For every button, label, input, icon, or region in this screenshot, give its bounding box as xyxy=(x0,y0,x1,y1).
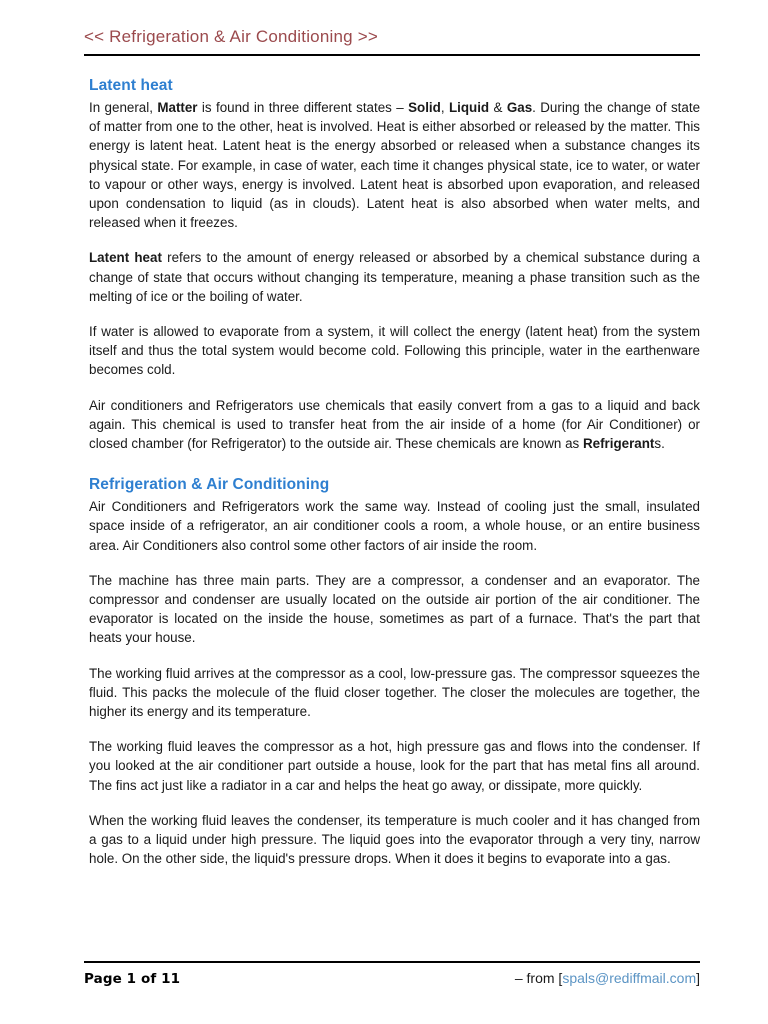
text-run: In general, xyxy=(89,100,158,115)
body-paragraph xyxy=(89,98,700,232)
sections-container xyxy=(89,76,700,869)
header-divider xyxy=(84,54,700,56)
emphasis-text: Liquid xyxy=(448,100,490,115)
body-paragraph xyxy=(89,248,700,306)
text-run: & xyxy=(489,100,507,115)
document-header-title: << Refrigeration & Air Conditioning >> xyxy=(84,27,378,46)
document-body xyxy=(89,76,700,869)
body-paragraph xyxy=(89,664,700,722)
emphasis-text: Refrigerant xyxy=(582,436,655,452)
section-heading: Latent heat xyxy=(89,77,173,94)
emphasis-text: Matter xyxy=(157,100,198,115)
text-run: s. xyxy=(654,436,665,452)
emphasis-text: Gas xyxy=(506,100,533,115)
footer-divider xyxy=(84,961,700,963)
text-run: The working fluid leaves the compressor as a hot, high pressure gas and flows into the condenser. If you looked at the air conditioner part outside a house, look for the part that has metal fins all around. The fins act just like a radiator in a car and helps the heat go away, or dissipate, more quickly. xyxy=(89,739,700,793)
text-run: is found in three different states – xyxy=(197,100,409,115)
page-number: Page 1 of 11 xyxy=(84,971,181,987)
body-paragraph xyxy=(89,811,700,869)
text-run: , xyxy=(440,100,449,115)
text-run: When the working fluid leaves the condenser, its temperature is much cooler and it has changed from a gas to a liquid under high pressure. The liquid goes into the evaporator through a very tiny, narrow hole. On the other side, the liquid's pressure drops. When it does it begins to evaporate into a gas. xyxy=(89,812,700,867)
section-heading: Refrigeration & Air Conditioning xyxy=(89,476,330,494)
body-paragraph xyxy=(89,322,700,380)
text-run: Air conditioners and Refrigerators use chemicals that easily convert from a gas to a liquid and back again. This chemical is used to transfer heat from the air inside of a home (for Air Conditioner) or closed chamber (for Refrigerator) to the outside air. These chemicals are known as xyxy=(89,397,700,452)
footer-from-suffix: ] xyxy=(696,970,700,986)
text-run: Air Conditioners and Refrigerators work the same way. Instead of cooling just the small, insulated space inside of a refrigerator, an air conditioner cools a room, a whole house, or an entire business area. Air Conditioners also control some other factors of air inside the room. xyxy=(89,499,700,553)
footer-row xyxy=(84,970,700,987)
footer-email-link[interactable]: spals@rediffmail.com xyxy=(562,970,697,986)
footer-attribution xyxy=(515,970,700,986)
emphasis-text: Latent heat xyxy=(89,250,162,266)
body-paragraph xyxy=(89,396,700,454)
text-run: The working fluid arrives at the compressor as a cool, low-pressure gas. The compressor squeezes the fluid. This packs the molecule of the fluid closer together. The closer the molecules are together, the higher its energy and its temperature. xyxy=(89,665,700,720)
body-paragraph xyxy=(89,737,700,795)
text-run: . During the change of state of matter from one to the other, heat is involved. Heat is either absorbed or released by the matter. This energy is latent heat. Latent heat is the energy absorbed or released when a substance changes its physical state. For example, in case of water, each time it changes physical state, ice to water, or water to vapour or other ways, energy is involved. Latent heat is absorbed upon evaporation, and released upon condensation to liquid (as in clouds). Latent heat is also absorbed when water melts, and released when it freezes. xyxy=(89,100,701,231)
emphasis-text: Solid xyxy=(408,100,441,115)
text-run: If water is allowed to evaporate from a system, it will collect the energy (latent heat) from the system itself and thus the total system would become cold. Following this principle, water in the earthenware becomes cold. xyxy=(89,324,700,378)
text-run: The machine has three main parts. They are a compressor, a condenser and an evaporator. The compressor and condenser are usually located on the outside air portion of the air conditioner. The evaporator is located on the inside the house, sometimes as part of a furnace. That's the part that heats your house. xyxy=(89,572,700,646)
body-paragraph xyxy=(89,497,700,555)
footer-from-prefix: – from [ xyxy=(514,970,563,986)
document-footer xyxy=(84,961,700,987)
text-run: refers to the amount of energy released or absorbed by a chemical substance during a change of state that occurs without changing its temperature, meaning a phase transition such as the melting of ice or the boiling of water. xyxy=(89,250,700,304)
document-header xyxy=(84,26,700,56)
body-paragraph xyxy=(89,571,700,648)
